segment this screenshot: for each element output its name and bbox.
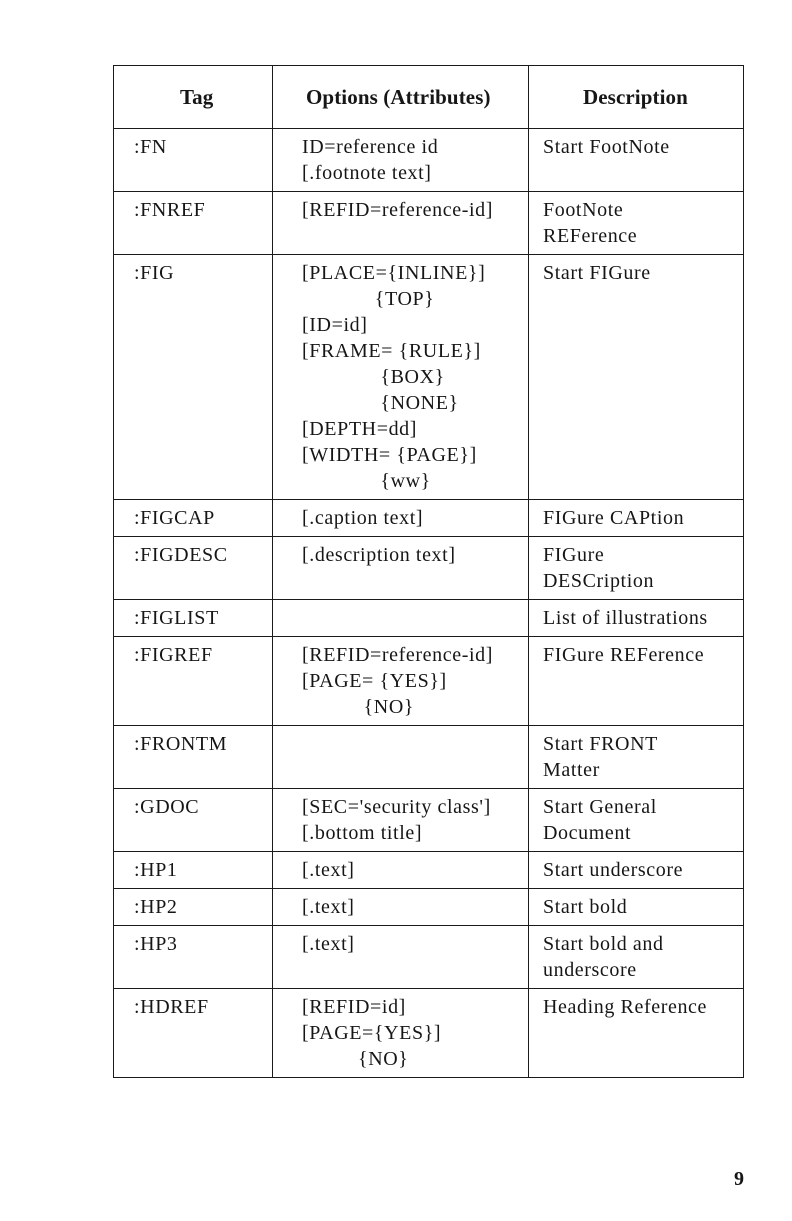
description-line: Start FIGure: [543, 262, 651, 284]
option-line: [REFID=id]: [302, 996, 406, 1018]
tag-name: :FN: [134, 136, 167, 158]
description-line: Start bold and: [543, 933, 664, 955]
option-line: [WIDTH= {PAGE}]: [302, 444, 477, 466]
description-text: [529, 726, 743, 788]
description-line: DESCription: [543, 570, 655, 592]
description-cell: [529, 537, 744, 600]
description-text: [529, 637, 743, 673]
option-line: {BOX}: [302, 366, 445, 388]
options-text: [273, 129, 528, 191]
tag-name: :FIGDESC: [134, 544, 228, 566]
option-line: {NONE}: [302, 392, 459, 414]
options-cell: [273, 600, 529, 637]
tag-cell: [114, 989, 273, 1078]
description-line: underscore: [543, 959, 637, 981]
tag-cell: [114, 726, 273, 789]
table-row: [114, 192, 744, 255]
options-text: [273, 600, 528, 610]
option-line: [.text]: [302, 933, 355, 955]
description-cell: [529, 192, 744, 255]
tag-name: :GDOC: [134, 796, 200, 818]
description-cell: [529, 852, 744, 889]
description-cell: [529, 789, 744, 852]
description-cell: [529, 600, 744, 637]
option-line: [DEPTH=dd]: [302, 418, 418, 440]
table-row: [114, 129, 744, 192]
description-line: Start bold: [543, 896, 628, 918]
options-cell: [273, 726, 529, 789]
description-line: FIGure: [543, 544, 605, 566]
option-line: {NO}: [302, 1048, 409, 1070]
tag-cell: [114, 852, 273, 889]
table-row: [114, 637, 744, 726]
option-line: [REFID=reference-id]: [302, 644, 493, 666]
option-line: [PAGE={YES}]: [302, 1022, 442, 1044]
tag-cell: [114, 129, 273, 192]
tag-cell: [114, 637, 273, 726]
options-cell: [273, 637, 529, 726]
option-line: [.footnote text]: [302, 162, 432, 184]
description-text: [529, 852, 743, 888]
description-text: [529, 789, 743, 851]
description-cell: [529, 129, 744, 192]
options-text: [273, 537, 528, 573]
option-line: {NO}: [302, 696, 415, 718]
options-cell: [273, 989, 529, 1078]
option-line: [PAGE= {YES}]: [302, 670, 447, 692]
description-cell: [529, 926, 744, 989]
tag-reference-table-wrapper: [113, 65, 743, 1078]
table-row: [114, 926, 744, 989]
page-number: 9: [734, 1168, 744, 1190]
option-line: [FRAME= {RULE}]: [302, 340, 481, 362]
table-row: [114, 726, 744, 789]
tag-cell: [114, 537, 273, 600]
options-cell: [273, 255, 529, 500]
options-text: [273, 500, 528, 536]
description-line: REFerence: [543, 225, 638, 247]
description-text: [529, 500, 743, 536]
option-line: [.text]: [302, 896, 355, 918]
table-row: [114, 600, 744, 637]
tag-cell: [114, 500, 273, 537]
options-cell: [273, 537, 529, 600]
header-row: [114, 66, 744, 129]
tag-cell: [114, 789, 273, 852]
description-cell: [529, 255, 744, 500]
options-text: [273, 789, 528, 851]
table-body: [114, 129, 744, 1078]
table-row: [114, 789, 744, 852]
option-line: [ID=id]: [302, 314, 368, 336]
description-text: [529, 926, 743, 988]
table-row: [114, 255, 744, 500]
table-row: [114, 537, 744, 600]
description-line: FootNote: [543, 199, 624, 221]
table-row: [114, 852, 744, 889]
option-line: [.caption text]: [302, 507, 424, 529]
options-cell: [273, 129, 529, 192]
options-cell: [273, 852, 529, 889]
table-row: [114, 500, 744, 537]
header-options: Options (Attributes): [273, 66, 529, 129]
header-tag: Tag: [114, 66, 273, 129]
option-line: [REFID=reference-id]: [302, 199, 493, 221]
option-line: {TOP}: [302, 288, 435, 310]
tag-cell: [114, 600, 273, 637]
description-cell: [529, 889, 744, 926]
table-header: [114, 66, 744, 129]
description-line: Start underscore: [543, 859, 684, 881]
tag-name: :FIG: [134, 262, 175, 284]
option-line: [.bottom title]: [302, 822, 423, 844]
description-line: Start FRONT: [543, 733, 658, 755]
options-text: [273, 637, 528, 725]
description-text: [529, 129, 743, 165]
description-text: [529, 537, 743, 599]
description-line: Matter: [543, 759, 600, 781]
description-line: FIGure REFerence: [543, 644, 705, 666]
header-description: Description: [529, 66, 744, 129]
description-line: Heading Reference: [543, 996, 707, 1018]
description-line: Start General: [543, 796, 657, 818]
description-line: FIGure CAPtion: [543, 507, 685, 529]
option-line: ID=reference id: [302, 136, 439, 158]
option-line: [PLACE={INLINE}]: [302, 262, 486, 284]
tag-name: :FNREF: [134, 199, 206, 221]
tag-name: :HDREF: [134, 996, 209, 1018]
tag-name: :FRONTM: [134, 733, 228, 755]
options-cell: [273, 192, 529, 255]
table-row: [114, 889, 744, 926]
tag-name: :FIGREF: [134, 644, 213, 666]
options-cell: [273, 500, 529, 537]
options-text: [273, 255, 528, 499]
tag-name: :HP2: [134, 896, 178, 918]
tag-cell: [114, 889, 273, 926]
description-text: [529, 989, 743, 1025]
description-line: List of illustrations: [543, 607, 708, 629]
tag-cell: [114, 255, 273, 500]
options-text: [273, 926, 528, 962]
description-cell: [529, 500, 744, 537]
description-cell: [529, 726, 744, 789]
description-text: [529, 889, 743, 925]
option-line: [SEC='security class']: [302, 796, 491, 818]
tag-name: :FIGLIST: [134, 607, 219, 629]
tag-cell: [114, 926, 273, 989]
description-cell: [529, 989, 744, 1078]
description-text: [529, 600, 743, 636]
description-cell: [529, 637, 744, 726]
description-text: [529, 255, 743, 291]
options-cell: [273, 889, 529, 926]
options-text: [273, 889, 528, 925]
options-text: [273, 726, 528, 736]
options-text: [273, 192, 528, 228]
description-text: [529, 192, 743, 254]
options-cell: [273, 926, 529, 989]
option-line: [.description text]: [302, 544, 456, 566]
option-line: {ww}: [302, 470, 431, 492]
tag-name: :HP1: [134, 859, 178, 881]
tag-name: :HP3: [134, 933, 178, 955]
options-text: [273, 852, 528, 888]
tag-cell: [114, 192, 273, 255]
table-row: [114, 989, 744, 1078]
option-line: [.text]: [302, 859, 355, 881]
options-cell: [273, 789, 529, 852]
options-text: [273, 989, 528, 1077]
description-line: Start FootNote: [543, 136, 670, 158]
description-line: Document: [543, 822, 632, 844]
tag-name: :FIGCAP: [134, 507, 215, 529]
tag-reference-table: [113, 65, 744, 1078]
